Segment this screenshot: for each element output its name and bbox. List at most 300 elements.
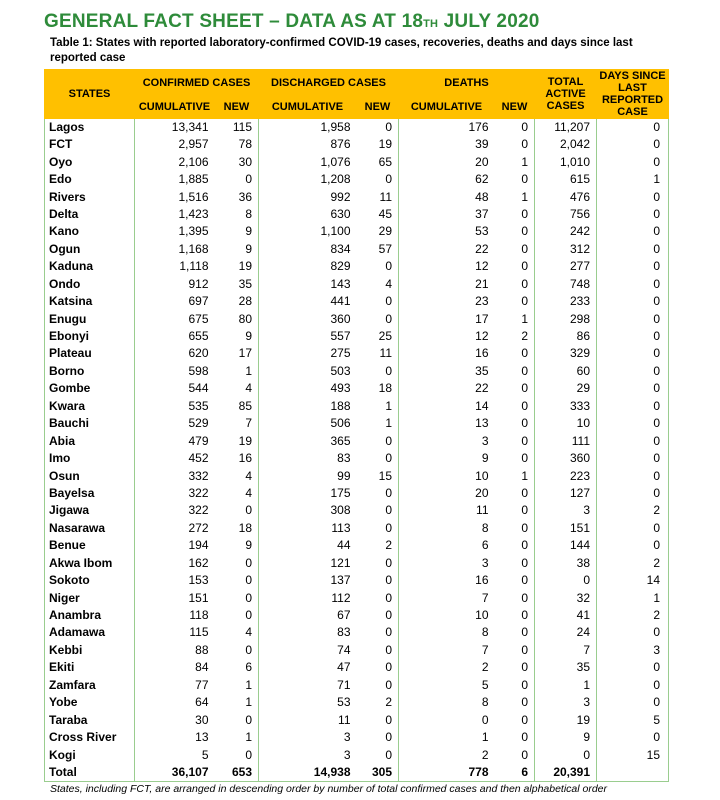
- cell-state: FCT: [49, 137, 73, 152]
- cell-state: Cross River: [49, 730, 117, 745]
- cell-deaths-cumulative: 0: [399, 711, 495, 728]
- cell-confirmed-new: 0: [245, 555, 252, 570]
- cell-deaths-new: 0: [521, 206, 529, 221]
- cell-deaths-new: 1: [521, 468, 529, 483]
- table-row: [45, 659, 669, 676]
- cell-confirmed-new: 4: [245, 468, 252, 483]
- cell-discharged-cumulative: 557: [259, 328, 357, 345]
- cell-deaths-cumulative: 62: [399, 171, 495, 188]
- cell-confirmed-new: 30: [238, 154, 252, 169]
- table-row: [45, 310, 669, 327]
- table-row: [45, 206, 669, 223]
- table-header: [45, 70, 669, 119]
- cell-total-active: 233: [535, 293, 597, 310]
- cell-deaths-new: 0: [521, 451, 529, 466]
- cell-days-since: 15: [597, 746, 669, 763]
- cell-confirmed-new: 80: [238, 311, 252, 326]
- cell-discharged-cumulative: 188: [259, 398, 357, 415]
- cell-deaths-cumulative: 8: [399, 694, 495, 711]
- cell-state: Imo: [49, 451, 71, 466]
- cell-deaths-cumulative: 10: [399, 607, 495, 624]
- cell-discharged-new: 0: [385, 712, 392, 727]
- cell-deaths-cumulative: 20: [399, 485, 495, 502]
- cell-discharged-new: 0: [385, 555, 392, 570]
- cell-confirmed-cumulative: 697: [135, 293, 215, 310]
- cell-total-active: 3: [535, 694, 597, 711]
- table-row: [45, 188, 669, 205]
- cell-discharged-new: 4: [385, 276, 392, 291]
- cell-confirmed-cumulative: 64: [135, 694, 215, 711]
- cell-discharged-new: 0: [385, 625, 392, 640]
- cell-days-since: 5: [597, 711, 669, 728]
- cell-confirmed-new: 17: [238, 346, 252, 361]
- header-days-since: DAYS SINCE LAST REPORTED CASE: [597, 70, 669, 119]
- cell-deaths-cumulative: 14: [399, 398, 495, 415]
- header-deaths-new: NEW: [495, 96, 535, 118]
- table-row: [45, 380, 669, 397]
- cell-state: Kwara: [49, 398, 86, 413]
- cell-discharged-new: 0: [385, 294, 392, 309]
- cell-confirmed-cumulative: 194: [135, 537, 215, 554]
- cell-deaths-new: 0: [521, 555, 529, 570]
- cell-discharged-new: 0: [385, 433, 392, 448]
- cell-discharged-cumulative: 137: [259, 572, 357, 589]
- cell-discharged-cumulative: 829: [259, 258, 357, 275]
- cell-state: Benue: [49, 538, 86, 553]
- table-row: [45, 258, 669, 275]
- cell-confirmed-cumulative: 118: [135, 607, 215, 624]
- header-states: STATES: [45, 70, 135, 119]
- cell-deaths-new: 0: [521, 485, 529, 500]
- cell-discharged-cumulative: 121: [259, 555, 357, 572]
- cell-deaths-cumulative: 8: [399, 624, 495, 641]
- cell-state: Borno: [49, 363, 85, 378]
- cell-confirmed-cumulative: 84: [135, 659, 215, 676]
- table-row: [45, 729, 669, 746]
- cell-discharged-new: 11: [379, 346, 392, 361]
- cell-confirmed-cumulative: 13,341: [135, 119, 215, 137]
- cell-days-since: 1: [597, 171, 669, 188]
- table-row: [45, 485, 669, 502]
- cell-total-active: 242: [535, 223, 597, 240]
- cell-total-active: 1: [535, 677, 597, 694]
- cell-confirmed-cumulative: 1,395: [135, 223, 215, 240]
- cell-discharged-new: 19: [378, 137, 392, 152]
- cell-state: Bauchi: [49, 416, 90, 431]
- header-total-active: TOTAL ACTIVE CASES: [535, 70, 597, 119]
- cell-confirmed-cumulative: 322: [135, 502, 215, 519]
- cell-discharged-cumulative: 44: [259, 537, 357, 554]
- cell-days-since: 0: [597, 485, 669, 502]
- cell-deaths-cumulative: 2: [399, 659, 495, 676]
- cell-total-active: 0: [535, 572, 597, 589]
- cell-total-active: 277: [535, 258, 597, 275]
- cell-state: Enugu: [49, 311, 87, 326]
- cell-total-active: 151: [535, 520, 597, 537]
- cell-discharged-cumulative: 360: [259, 310, 357, 327]
- table-row: [45, 171, 669, 188]
- cell-discharged-new: 305: [371, 764, 392, 779]
- cell-deaths-new: 0: [521, 520, 529, 535]
- cell-total-active: 10: [535, 415, 597, 432]
- cell-confirmed-cumulative: 620: [135, 345, 215, 362]
- cell-days-since: 0: [597, 258, 669, 275]
- header-deaths-cumulative: CUMULATIVE: [399, 96, 495, 118]
- cell-discharged-new: 29: [378, 224, 392, 239]
- cell-total-active: 0: [535, 746, 597, 763]
- cell-state: Jigawa: [49, 503, 90, 518]
- cell-deaths-new: 0: [521, 642, 529, 657]
- table-row: [45, 607, 669, 624]
- cell-confirmed-new: 0: [245, 712, 252, 727]
- cell-deaths-cumulative: 23: [399, 293, 495, 310]
- cell-discharged-cumulative: 1,076: [259, 153, 357, 170]
- cell-state: Total: [49, 764, 77, 779]
- cell-discharged-cumulative: 1,958: [259, 119, 357, 137]
- cell-discharged-cumulative: 493: [259, 380, 357, 397]
- cell-total-active: 24: [535, 624, 597, 641]
- cell-total-active: 312: [535, 241, 597, 258]
- cell-total-active: 333: [535, 398, 597, 415]
- cell-discharged-new: 0: [385, 363, 392, 378]
- cell-total-active: 127: [535, 485, 597, 502]
- cell-total-active: 223: [535, 467, 597, 484]
- cell-total-active: 144: [535, 537, 597, 554]
- cell-deaths-new: 0: [521, 346, 529, 361]
- header-confirmed-cumulative: CUMULATIVE: [135, 96, 215, 118]
- cell-discharged-new: 0: [385, 172, 392, 187]
- table-row: [45, 398, 669, 415]
- cell-total-active: 756: [535, 206, 597, 223]
- cell-deaths-new: 0: [521, 608, 529, 623]
- cell-total-active: 9: [535, 729, 597, 746]
- cell-confirmed-new: 35: [238, 276, 252, 291]
- cell-confirmed-new: 4: [245, 381, 252, 396]
- cell-discharged-cumulative: 99: [259, 467, 357, 484]
- cell-total-active: 35: [535, 659, 597, 676]
- cell-discharged-cumulative: 47: [259, 659, 357, 676]
- cell-deaths-new: 6: [521, 764, 529, 779]
- cell-days-since: 2: [597, 502, 669, 519]
- cell-days-since: 1: [597, 589, 669, 606]
- cell-days-since: 0: [597, 363, 669, 380]
- cell-deaths-new: 0: [521, 712, 529, 727]
- cell-discharged-new: 2: [385, 695, 392, 710]
- table-row: [45, 363, 669, 380]
- cell-confirmed-cumulative: 1,168: [135, 241, 215, 258]
- cell-discharged-cumulative: 275: [259, 345, 357, 362]
- cell-confirmed-new: 0: [245, 747, 252, 762]
- cell-deaths-cumulative: 6: [399, 537, 495, 554]
- cell-confirmed-new: 19: [238, 259, 252, 274]
- cell-discharged-cumulative: 3: [259, 746, 357, 763]
- cell-deaths-new: 0: [521, 398, 529, 413]
- cell-days-since: 0: [597, 136, 669, 153]
- cell-state: Plateau: [49, 346, 92, 361]
- table-row: [45, 589, 669, 606]
- cell-state: Adamawa: [49, 625, 106, 640]
- cell-confirmed-new: 9: [245, 241, 252, 256]
- cell-deaths-cumulative: 176: [399, 119, 495, 137]
- cell-deaths-cumulative: 7: [399, 589, 495, 606]
- cell-discharged-cumulative: 1,100: [259, 223, 357, 240]
- table-row: [45, 502, 669, 519]
- table-row: [45, 694, 669, 711]
- cell-state: Yobe: [49, 695, 78, 710]
- cell-discharged-cumulative: 67: [259, 607, 357, 624]
- cell-deaths-cumulative: 21: [399, 276, 495, 293]
- cell-discharged-cumulative: 53: [259, 694, 357, 711]
- cell-confirmed-new: 78: [238, 137, 252, 152]
- cell-confirmed-cumulative: 13: [135, 729, 215, 746]
- cell-state: Bayelsa: [49, 485, 95, 500]
- cell-total-active: 29: [535, 380, 597, 397]
- header-deaths: DEATHS: [399, 70, 535, 97]
- cell-discharged-cumulative: 3: [259, 729, 357, 746]
- cell-state: Gombe: [49, 381, 91, 396]
- table-row: [45, 711, 669, 728]
- table-row: [45, 642, 669, 659]
- cell-state: Oyo: [49, 154, 73, 169]
- cell-deaths-new: 0: [521, 503, 529, 518]
- cell-confirmed-new: 4: [245, 485, 252, 500]
- cell-deaths-new: 2: [521, 329, 529, 344]
- cell-confirmed-cumulative: 529: [135, 415, 215, 432]
- cell-discharged-new: 0: [385, 660, 392, 675]
- cell-confirmed-new: 9: [245, 224, 252, 239]
- cell-discharged-cumulative: 630: [259, 206, 357, 223]
- cell-days-since: 0: [597, 310, 669, 327]
- table-row: [45, 520, 669, 537]
- cell-total-active: 1,010: [535, 153, 597, 170]
- cell-deaths-cumulative: 12: [399, 328, 495, 345]
- cell-discharged-new: 65: [378, 154, 392, 169]
- header-discharged-new: NEW: [357, 96, 399, 118]
- cell-total-active: 20,391: [535, 764, 597, 782]
- cell-discharged-cumulative: 1,208: [259, 171, 357, 188]
- cell-discharged-new: 0: [385, 608, 392, 623]
- table-caption: Table 1: States with reported laboratory-confirmed COVID-19 cases, recoveries, deaths and days since last reported case: [50, 37, 633, 64]
- cell-state: Ondo: [49, 276, 81, 291]
- cell-discharged-cumulative: 834: [259, 241, 357, 258]
- cell-confirmed-new: 28: [238, 294, 252, 309]
- cell-state: Kaduna: [49, 259, 94, 274]
- table-row: [45, 328, 669, 345]
- cell-discharged-new: 45: [378, 206, 392, 221]
- cell-deaths-cumulative: 20: [399, 153, 495, 170]
- table-row: [45, 432, 669, 449]
- cell-days-since: 0: [597, 223, 669, 240]
- cell-deaths-new: 0: [521, 730, 529, 745]
- cell-days-since: 0: [597, 153, 669, 170]
- cell-discharged-new: 0: [385, 590, 392, 605]
- cell-confirmed-cumulative: 452: [135, 450, 215, 467]
- cell-discharged-new: 0: [385, 120, 392, 134]
- cell-discharged-cumulative: 506: [259, 415, 357, 432]
- table-total-row: [45, 764, 669, 782]
- cell-deaths-new: 0: [521, 137, 529, 152]
- cell-days-since: 0: [597, 188, 669, 205]
- cell-days-since: 0: [597, 119, 669, 137]
- cell-confirmed-cumulative: 115: [135, 624, 215, 641]
- cell-discharged-new: 0: [385, 573, 392, 588]
- cell-confirmed-new: 653: [231, 764, 252, 779]
- cell-confirmed-new: 1: [245, 695, 252, 710]
- cell-discharged-new: 0: [385, 520, 392, 535]
- cell-state: Rivers: [49, 189, 86, 204]
- cell-days-since: 0: [597, 677, 669, 694]
- cell-deaths-new: 0: [521, 695, 529, 710]
- cell-confirmed-new: 19: [238, 433, 252, 448]
- cell-confirmed-new: 1: [245, 363, 252, 378]
- cell-deaths-cumulative: 9: [399, 450, 495, 467]
- cell-deaths-new: 0: [521, 747, 529, 762]
- cell-confirmed-cumulative: 332: [135, 467, 215, 484]
- cell-deaths-new: 0: [521, 660, 529, 675]
- cell-confirmed-new: 7: [245, 416, 252, 431]
- cell-discharged-cumulative: 365: [259, 432, 357, 449]
- cell-deaths-cumulative: 22: [399, 380, 495, 397]
- cell-discharged-cumulative: 83: [259, 450, 357, 467]
- cell-discharged-cumulative: 175: [259, 485, 357, 502]
- cell-days-since: 0: [597, 380, 669, 397]
- cell-confirmed-new: 4: [245, 625, 252, 640]
- cell-deaths-cumulative: 5: [399, 677, 495, 694]
- cell-state: Abia: [49, 433, 76, 448]
- table-row: [45, 450, 669, 467]
- table-row: [45, 624, 669, 641]
- cell-confirmed-cumulative: 322: [135, 485, 215, 502]
- header-discharged-cumulative: CUMULATIVE: [259, 96, 357, 118]
- cell-deaths-new: 1: [521, 154, 529, 169]
- cell-deaths-new: 0: [521, 590, 529, 605]
- page-title: GENERAL FACT SHEET – DATA AS AT 18TH JULY 2020: [44, 11, 540, 32]
- header-confirmed-new: NEW: [215, 96, 259, 118]
- cell-deaths-cumulative: 7: [399, 642, 495, 659]
- cell-deaths-cumulative: 10: [399, 467, 495, 484]
- cell-deaths-new: 0: [521, 363, 529, 378]
- cell-discharged-new: 25: [378, 329, 392, 344]
- cell-confirmed-cumulative: 912: [135, 276, 215, 293]
- table-row: [45, 415, 669, 432]
- cell-confirmed-cumulative: 675: [135, 310, 215, 327]
- cell-deaths-cumulative: 16: [399, 345, 495, 362]
- cell-days-since: 2: [597, 607, 669, 624]
- cell-deaths-new: 0: [521, 120, 529, 134]
- cell-deaths-new: 0: [521, 573, 529, 588]
- table-row: [45, 293, 669, 310]
- cell-confirmed-cumulative: 1,118: [135, 258, 215, 275]
- cell-discharged-cumulative: 14,938: [259, 764, 357, 782]
- cell-confirmed-cumulative: 2,957: [135, 136, 215, 153]
- cell-confirmed-cumulative: 88: [135, 642, 215, 659]
- cell-total-active: 86: [535, 328, 597, 345]
- cell-days-since: [597, 764, 669, 782]
- table-row: [45, 555, 669, 572]
- cell-days-since: 0: [597, 729, 669, 746]
- cell-discharged-cumulative: 876: [259, 136, 357, 153]
- cell-state: Edo: [49, 172, 72, 187]
- cell-discharged-cumulative: 992: [259, 188, 357, 205]
- cell-total-active: 111: [535, 432, 597, 449]
- cell-state: Zamfara: [49, 677, 96, 692]
- cell-days-since: 0: [597, 450, 669, 467]
- cell-discharged-new: 0: [385, 451, 392, 466]
- cell-deaths-cumulative: 22: [399, 241, 495, 258]
- cell-confirmed-new: 0: [245, 172, 252, 187]
- cell-deaths-new: 0: [521, 276, 529, 291]
- footnote: States, including FCT, are arranged in descending order by number of total confirmed cases and then alphabetical order: [50, 782, 608, 795]
- cell-confirmed-new: 0: [245, 608, 252, 623]
- cell-discharged-new: 0: [385, 677, 392, 692]
- cell-discharged-new: 0: [385, 259, 392, 274]
- cell-total-active: 7: [535, 642, 597, 659]
- cell-total-active: 298: [535, 310, 597, 327]
- cell-deaths-cumulative: 37: [399, 206, 495, 223]
- cell-confirmed-cumulative: 162: [135, 555, 215, 572]
- covid-data-table: [44, 69, 669, 782]
- cell-discharged-new: 11: [379, 189, 392, 204]
- cell-deaths-new: 0: [521, 241, 529, 256]
- cell-deaths-new: 0: [521, 259, 529, 274]
- cell-total-active: 32: [535, 589, 597, 606]
- cell-total-active: 476: [535, 188, 597, 205]
- table-row: [45, 467, 669, 484]
- cell-confirmed-new: 85: [238, 398, 252, 413]
- cell-discharged-cumulative: 74: [259, 642, 357, 659]
- cell-deaths-new: 0: [521, 172, 529, 187]
- cell-deaths-cumulative: 53: [399, 223, 495, 240]
- cell-deaths-new: 0: [521, 538, 529, 553]
- cell-state: Ekiti: [49, 660, 75, 675]
- cell-deaths-cumulative: 12: [399, 258, 495, 275]
- cell-confirmed-new: 0: [245, 503, 252, 518]
- cell-confirmed-cumulative: 272: [135, 520, 215, 537]
- cell-days-since: 0: [597, 432, 669, 449]
- cell-total-active: 748: [535, 276, 597, 293]
- cell-discharged-new: 15: [378, 468, 392, 483]
- cell-state: Kebbi: [49, 642, 83, 657]
- cell-days-since: 0: [597, 659, 669, 676]
- cell-state: Delta: [49, 206, 79, 221]
- table-body: [45, 119, 669, 782]
- cell-deaths-cumulative: 2: [399, 746, 495, 763]
- cell-deaths-new: 0: [521, 294, 529, 309]
- cell-confirmed-cumulative: 151: [135, 589, 215, 606]
- cell-confirmed-new: 36: [238, 189, 252, 204]
- table-row: [45, 677, 669, 694]
- cell-days-since: 0: [597, 415, 669, 432]
- cell-deaths-cumulative: 17: [399, 310, 495, 327]
- cell-state: Ebonyi: [49, 329, 90, 344]
- cell-deaths-cumulative: 11: [399, 502, 495, 519]
- cell-state: Ogun: [49, 241, 81, 256]
- cell-deaths-cumulative: 13: [399, 415, 495, 432]
- header-discharged: DISCHARGED CASES: [259, 70, 399, 97]
- cell-days-since: 2: [597, 555, 669, 572]
- cell-deaths-cumulative: 1: [399, 729, 495, 746]
- cell-days-since: 0: [597, 467, 669, 484]
- cell-discharged-new: 1: [385, 416, 392, 431]
- cell-days-since: 0: [597, 398, 669, 415]
- cell-confirmed-new: 115: [232, 120, 252, 134]
- cell-state: Kogi: [49, 747, 76, 762]
- table-row: [45, 537, 669, 554]
- table-row: [45, 136, 669, 153]
- cell-confirmed-cumulative: 77: [135, 677, 215, 694]
- cell-discharged-new: 57: [378, 241, 392, 256]
- cell-total-active: 329: [535, 345, 597, 362]
